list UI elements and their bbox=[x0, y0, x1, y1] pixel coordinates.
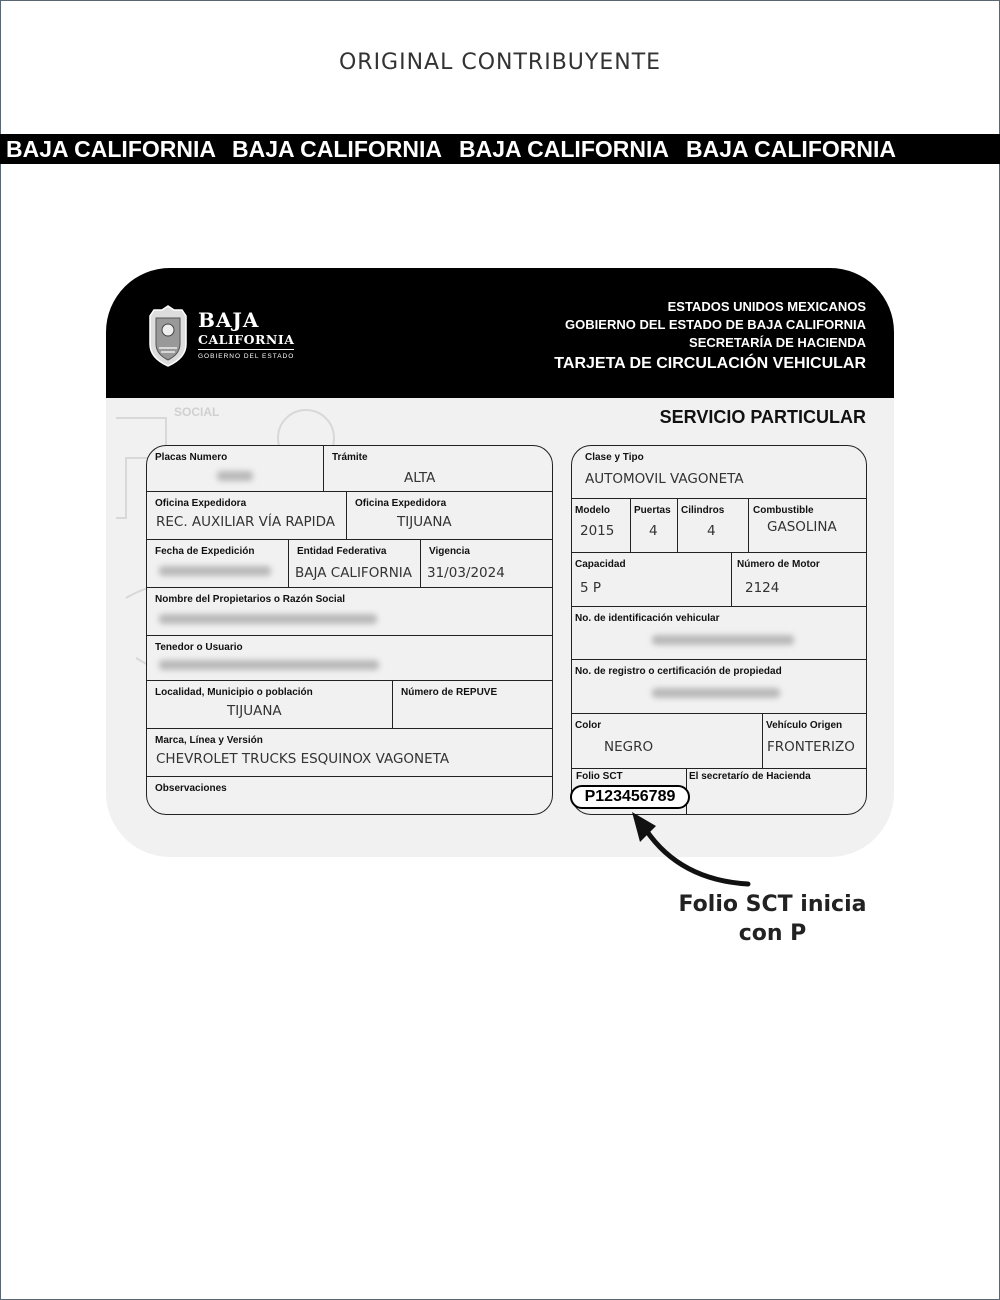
field-repuve bbox=[392, 680, 552, 728]
modelo-label: Modelo bbox=[575, 505, 610, 516]
field-observaciones bbox=[147, 776, 552, 814]
field-marca bbox=[147, 728, 552, 776]
callout-line2: con P bbox=[738, 921, 807, 946]
entidad-label: Entidad Federativa bbox=[297, 546, 387, 557]
callout-line1: Folio SCT inicia bbox=[678, 892, 867, 917]
field-oficina2 bbox=[346, 491, 552, 539]
cilindros-value: 4 bbox=[707, 523, 716, 539]
marca-label: Marca, Línea y Versión bbox=[155, 735, 263, 746]
header-line: ESTADOS UNIDOS MEXICANOS bbox=[667, 299, 866, 314]
header-text bbox=[554, 298, 866, 375]
capacidad-value: 5 P bbox=[580, 580, 602, 596]
marca-value: CHEVROLET TRUCKS ESQUINOX VAGONETA bbox=[156, 751, 450, 767]
puertas-label: Puertas bbox=[634, 505, 671, 516]
field-niv bbox=[572, 606, 866, 659]
clase-label: Clase y Tipo bbox=[585, 452, 644, 463]
field-color bbox=[572, 713, 762, 768]
repuve-label: Número de REPUVE bbox=[401, 687, 498, 698]
clase-value: AUTOMOVIL VAGONETA bbox=[585, 471, 744, 487]
field-origen bbox=[762, 713, 866, 768]
band-text: BAJA CALIFORNIA bbox=[232, 136, 442, 162]
redacted-placas bbox=[217, 471, 253, 481]
combustible-value: GASOLINA bbox=[767, 519, 837, 535]
band-text: BAJA CALIFORNIA bbox=[686, 136, 896, 162]
callout-arrow-icon bbox=[620, 800, 780, 900]
redacted-tenedor bbox=[159, 660, 379, 670]
field-combustible bbox=[748, 498, 866, 552]
folio-label: Folio SCT bbox=[576, 771, 623, 782]
owner-data-box bbox=[146, 445, 553, 815]
propietario-label: Nombre del Propietarios o Razón Social bbox=[155, 594, 346, 605]
combustible-label: Combustible bbox=[753, 505, 814, 516]
secretario-label: El secretarío de Hacienda bbox=[689, 771, 811, 782]
placas-label: Placas Numero bbox=[155, 452, 228, 463]
card-title: TARJETA DE CIRCULACIÓN VEHICULAR bbox=[554, 355, 866, 372]
puertas-value: 4 bbox=[649, 523, 658, 539]
coat-of-arms-icon bbox=[146, 304, 190, 368]
service-type: SERVICIO PARTICULAR bbox=[659, 407, 866, 427]
field-cilindros bbox=[677, 498, 748, 552]
tramite-value: ALTA bbox=[404, 470, 436, 486]
redacted-propietario bbox=[159, 614, 377, 624]
header-line: GOBIERNO DEL ESTADO DE BAJA CALIFORNIA bbox=[565, 317, 866, 332]
oficina1-label: Oficina Expedidora bbox=[155, 498, 247, 509]
motor-label: Número de Motor bbox=[737, 559, 820, 570]
folio-highlight: P123456789 bbox=[570, 785, 690, 809]
registro-label: No. de registro o certificación de propiedad bbox=[575, 666, 782, 677]
entidad-value: BAJA CALIFORNIA bbox=[295, 565, 413, 581]
field-registro bbox=[572, 659, 866, 713]
localidad-value: TIJUANA bbox=[227, 703, 282, 719]
origen-label: Vehículo Origen bbox=[766, 720, 843, 731]
field-puertas bbox=[630, 498, 677, 552]
localidad-label: Localidad, Municipio o población bbox=[155, 687, 313, 698]
field-clase bbox=[572, 446, 866, 498]
field-modelo bbox=[572, 498, 630, 552]
fecha-label: Fecha de Expedición bbox=[155, 546, 255, 557]
field-motor bbox=[731, 552, 866, 606]
observaciones-label: Observaciones bbox=[155, 783, 227, 794]
capacidad-label: Capacidad bbox=[575, 559, 626, 570]
redacted-fecha bbox=[159, 566, 271, 576]
tenedor-label: Tenedor o Usuario bbox=[155, 642, 243, 653]
card-header bbox=[106, 268, 894, 398]
field-tenedor bbox=[147, 635, 552, 680]
motor-value: 2124 bbox=[745, 580, 780, 596]
field-localidad bbox=[147, 680, 392, 728]
header-line: SECRETARÍA DE HACIENDA bbox=[689, 335, 866, 350]
field-tramite bbox=[323, 446, 552, 491]
circulation-card bbox=[106, 268, 894, 857]
logo-line1: BAJA bbox=[198, 308, 260, 332]
band-text: BAJA CALIFORNIA bbox=[459, 136, 669, 162]
cilindros-label: Cilindros bbox=[681, 505, 725, 516]
vigencia-value: 31/03/2024 bbox=[427, 565, 505, 581]
field-entidad bbox=[288, 539, 420, 587]
state-band bbox=[0, 134, 1000, 164]
copy-label: ORIGINAL CONTRIBUYENTE bbox=[338, 50, 662, 75]
field-capacidad bbox=[572, 552, 731, 606]
field-placas bbox=[147, 446, 323, 491]
watermark-text: SOCIAL bbox=[174, 405, 220, 419]
state-logo bbox=[146, 304, 306, 370]
tramite-label: Trámite bbox=[332, 452, 368, 463]
field-fecha bbox=[147, 539, 288, 587]
oficina2-label: Oficina Expedidora bbox=[355, 498, 447, 509]
vehicle-data-box bbox=[571, 445, 867, 815]
field-propietario bbox=[147, 587, 552, 635]
vigencia-label: Vigencia bbox=[429, 546, 470, 557]
oficina1-value: REC. AUXILIAR VÍA RAPIDA bbox=[156, 514, 336, 530]
redacted-niv bbox=[652, 635, 794, 645]
logo-line2: CALIFORNIA bbox=[198, 332, 294, 350]
origen-value: FRONTERIZO bbox=[767, 739, 855, 755]
color-value: NEGRO bbox=[604, 739, 654, 755]
color-label: Color bbox=[575, 720, 602, 731]
oficina2-value: TIJUANA bbox=[397, 514, 452, 530]
niv-label: No. de identificación vehicular bbox=[575, 613, 720, 624]
logo-line3: GOBIERNO DEL ESTADO bbox=[198, 353, 295, 360]
band-text: BAJA CALIFORNIA bbox=[6, 136, 216, 162]
field-vigencia bbox=[420, 539, 552, 587]
field-oficina1 bbox=[147, 491, 346, 539]
redacted-registro bbox=[652, 688, 780, 698]
modelo-value: 2015 bbox=[580, 523, 615, 539]
callout-note bbox=[660, 890, 885, 948]
